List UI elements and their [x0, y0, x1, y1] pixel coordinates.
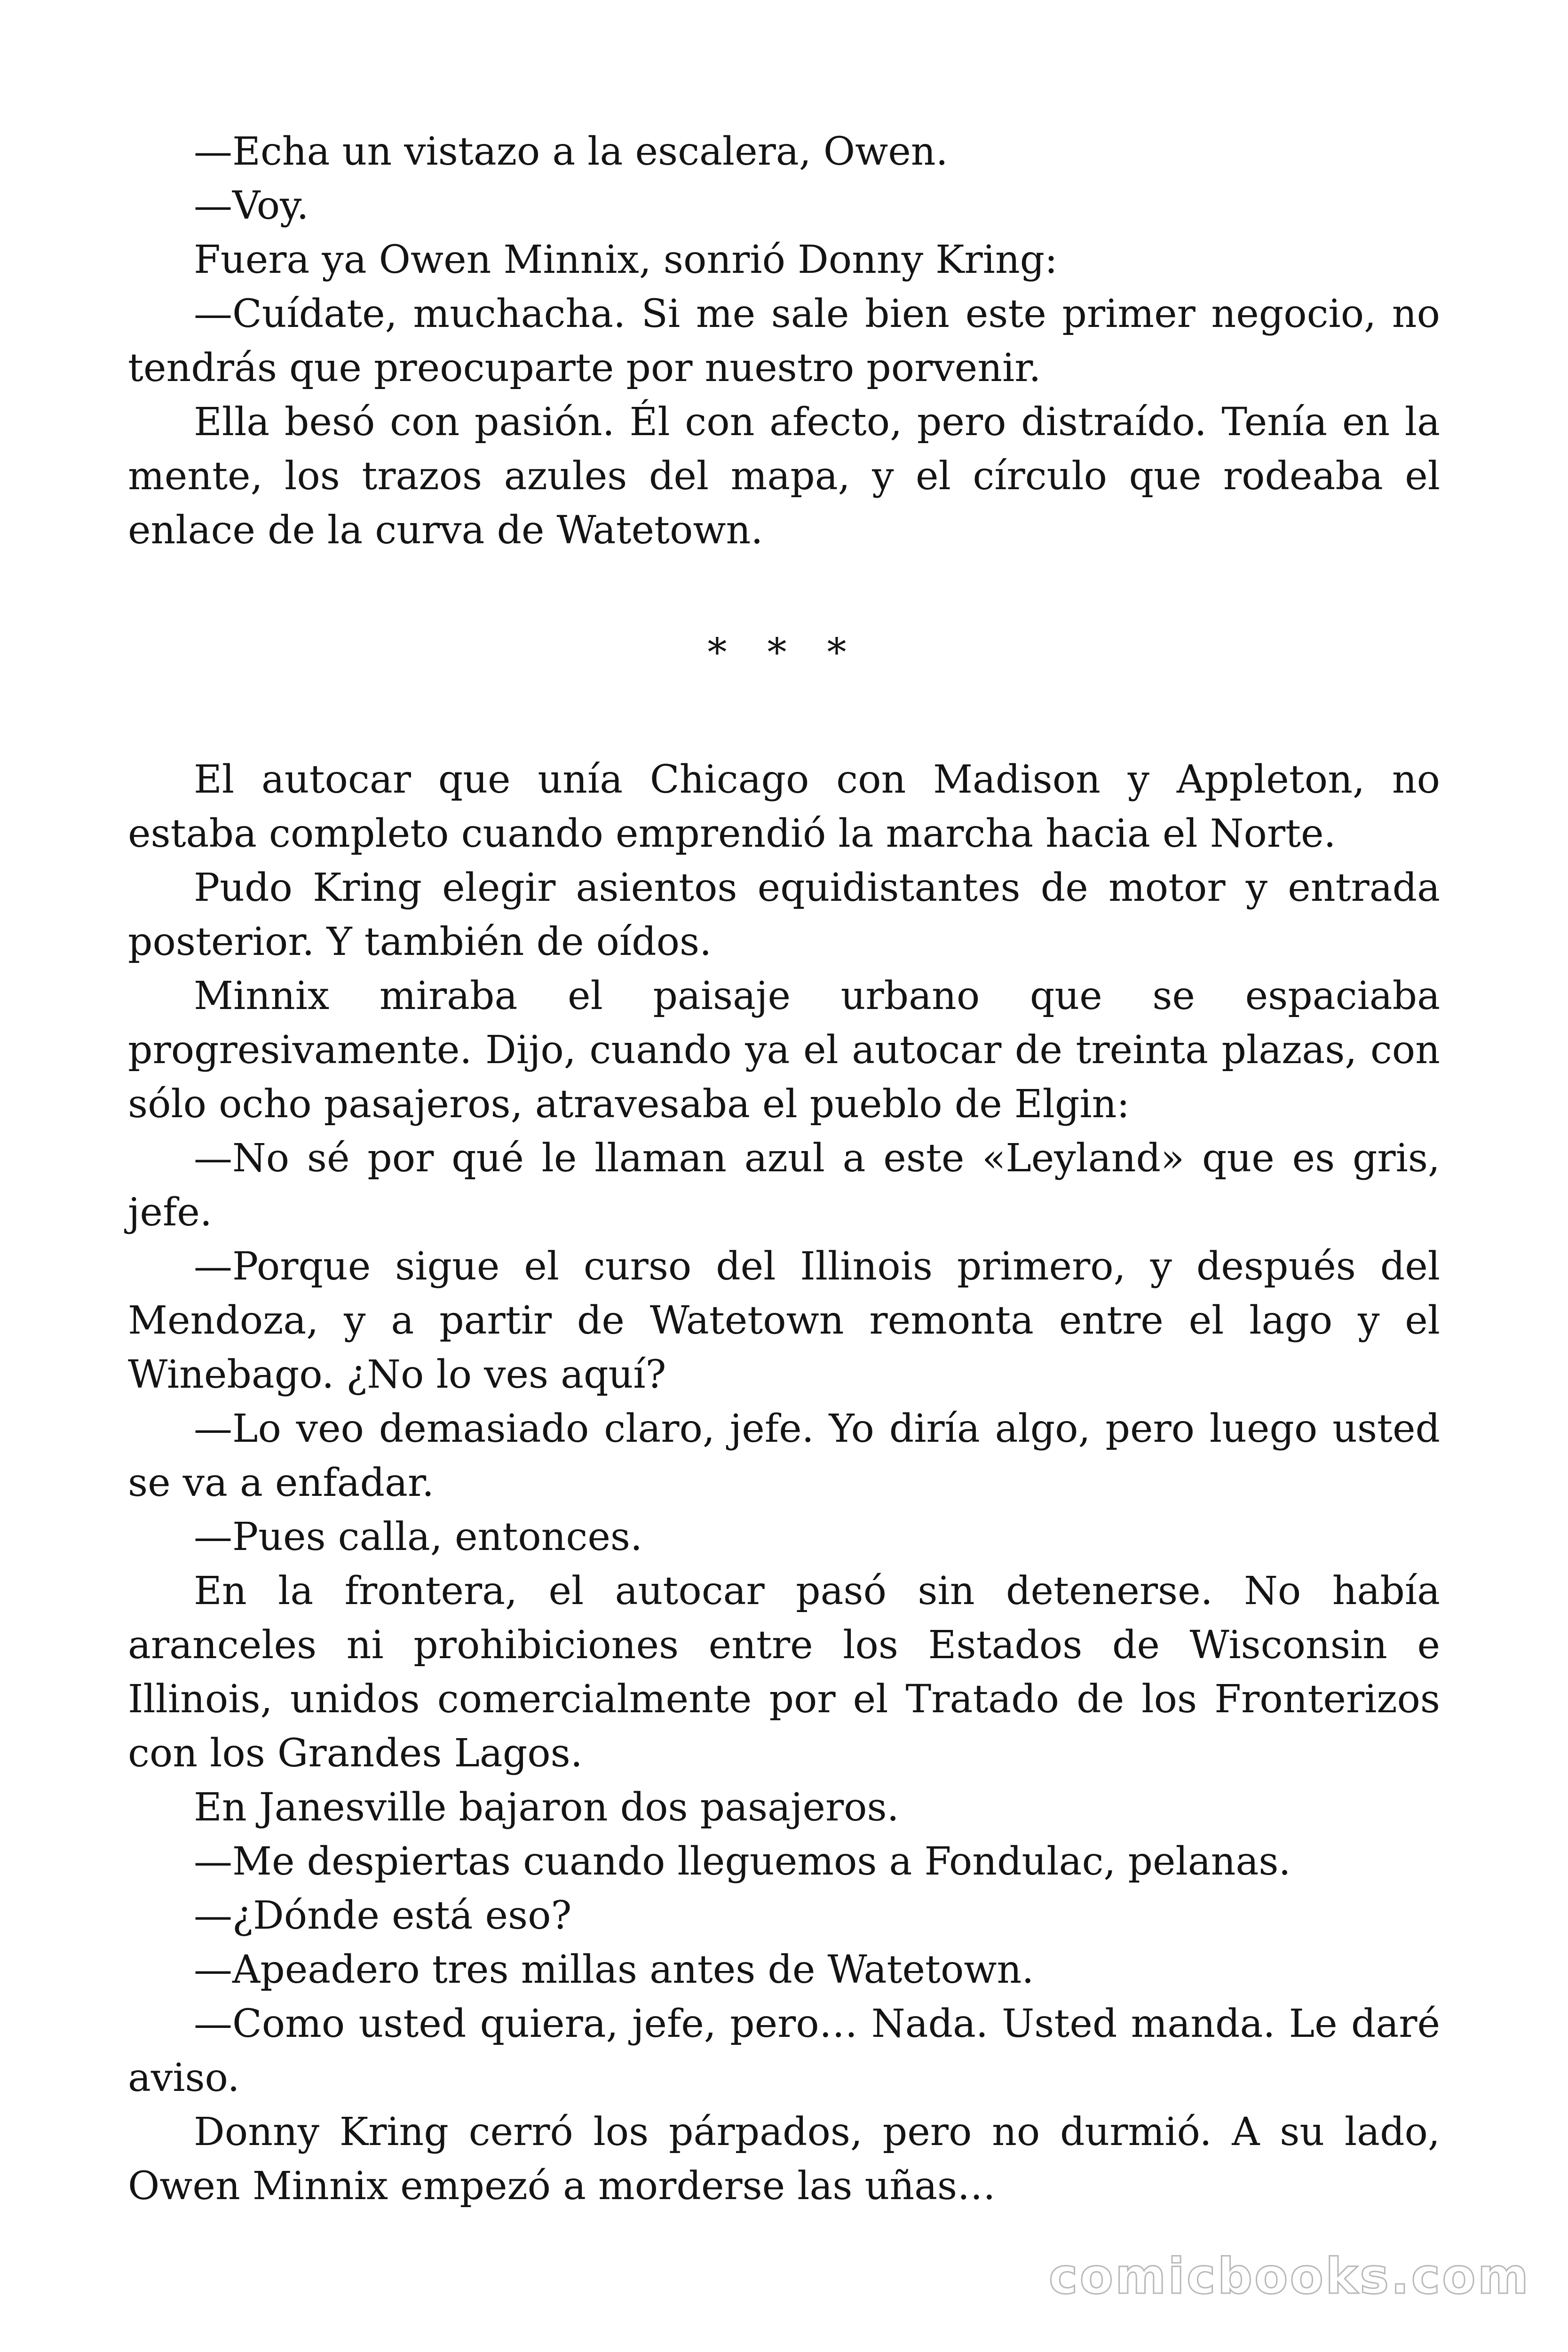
paragraph: —No sé por qué le llaman azul a este «Leyland» que es gris, jefe. [128, 1136, 1440, 1235]
paragraph: —Apeadero tres millas antes de Watetown. [194, 1947, 1034, 1992]
paragraph: —Echa un vistazo a la escalera, Owen. [194, 129, 948, 174]
paragraph: Pudo Kring elegir asientos equidistantes de motor y entrada posterior. Y también de oídos. [128, 866, 1440, 964]
text-section-1 [128, 125, 1440, 557]
paragraph: —Cuídate, muchacha. Si me sale bien este primer negocio, no tendrás que preocuparte por nuestro porvenir. [128, 292, 1440, 390]
paragraph: —Me despiertas cuando lleguemos a Fondulac, pelanas. [194, 1839, 1291, 1884]
paragraph: Ella besó con pasión. Él con afecto, pero distraído. Tenía en la mente, los trazos azules del mapa, y el círculo que rodeaba el enlace de la curva de Watetown. [128, 400, 1440, 553]
section-separator: * * * [707, 630, 861, 675]
text-section-2 [128, 753, 1440, 2213]
paragraph: Fuera ya Owen Minnix, sonrió Donny Kring: [194, 238, 1058, 282]
paragraph: —Lo veo demasiado claro, jefe. Yo diría algo, pero luego usted se va a enfadar. [128, 1406, 1440, 1505]
paragraph: El autocar que unía Chicago con Madison y Appleton, no estaba completo cuando emprendió la marcha hacia el Norte. [128, 757, 1440, 856]
paragraph: —Como usted quiera, jefe, pero… Nada. Usted manda. Le daré aviso. [128, 2002, 1440, 2100]
paragraph: —¿Dónde está eso? [194, 1893, 572, 1938]
paragraph: —Voy. [194, 183, 309, 228]
paragraph: Minnix miraba el paisaje urbano que se espaciaba progresivamente. Dijo, cuando ya el autocar de treinta plazas, con sólo ocho pasajeros, atravesaba el pueblo de Elgin: [128, 974, 1440, 1127]
paragraph: En Janesville bajaron dos pasajeros. [194, 1785, 899, 1830]
paragraph: Donny Kring cerró los párpados, pero no durmió. A su lado, Owen Minnix empezó a morderse las uñas… [128, 2110, 1440, 2209]
paragraph: —Porque sigue el curso del Illinois primero, y después del Mendoza, y a partir de Watetown remonta entre el lago y el Winebago. ¿No lo ves aquí? [128, 1244, 1440, 1397]
paragraph: En la frontera, el autocar pasó sin detenerse. No había aranceles ni prohibiciones entre los Estados de Wisconsin e Illinois, unidos comercialmente por el Tratado de los Fronterizos con los Grandes Lagos. [128, 1569, 1440, 1776]
paragraph: —Pues calla, entonces. [194, 1515, 643, 1559]
watermark: comicbooks.com [1048, 2248, 1530, 2305]
